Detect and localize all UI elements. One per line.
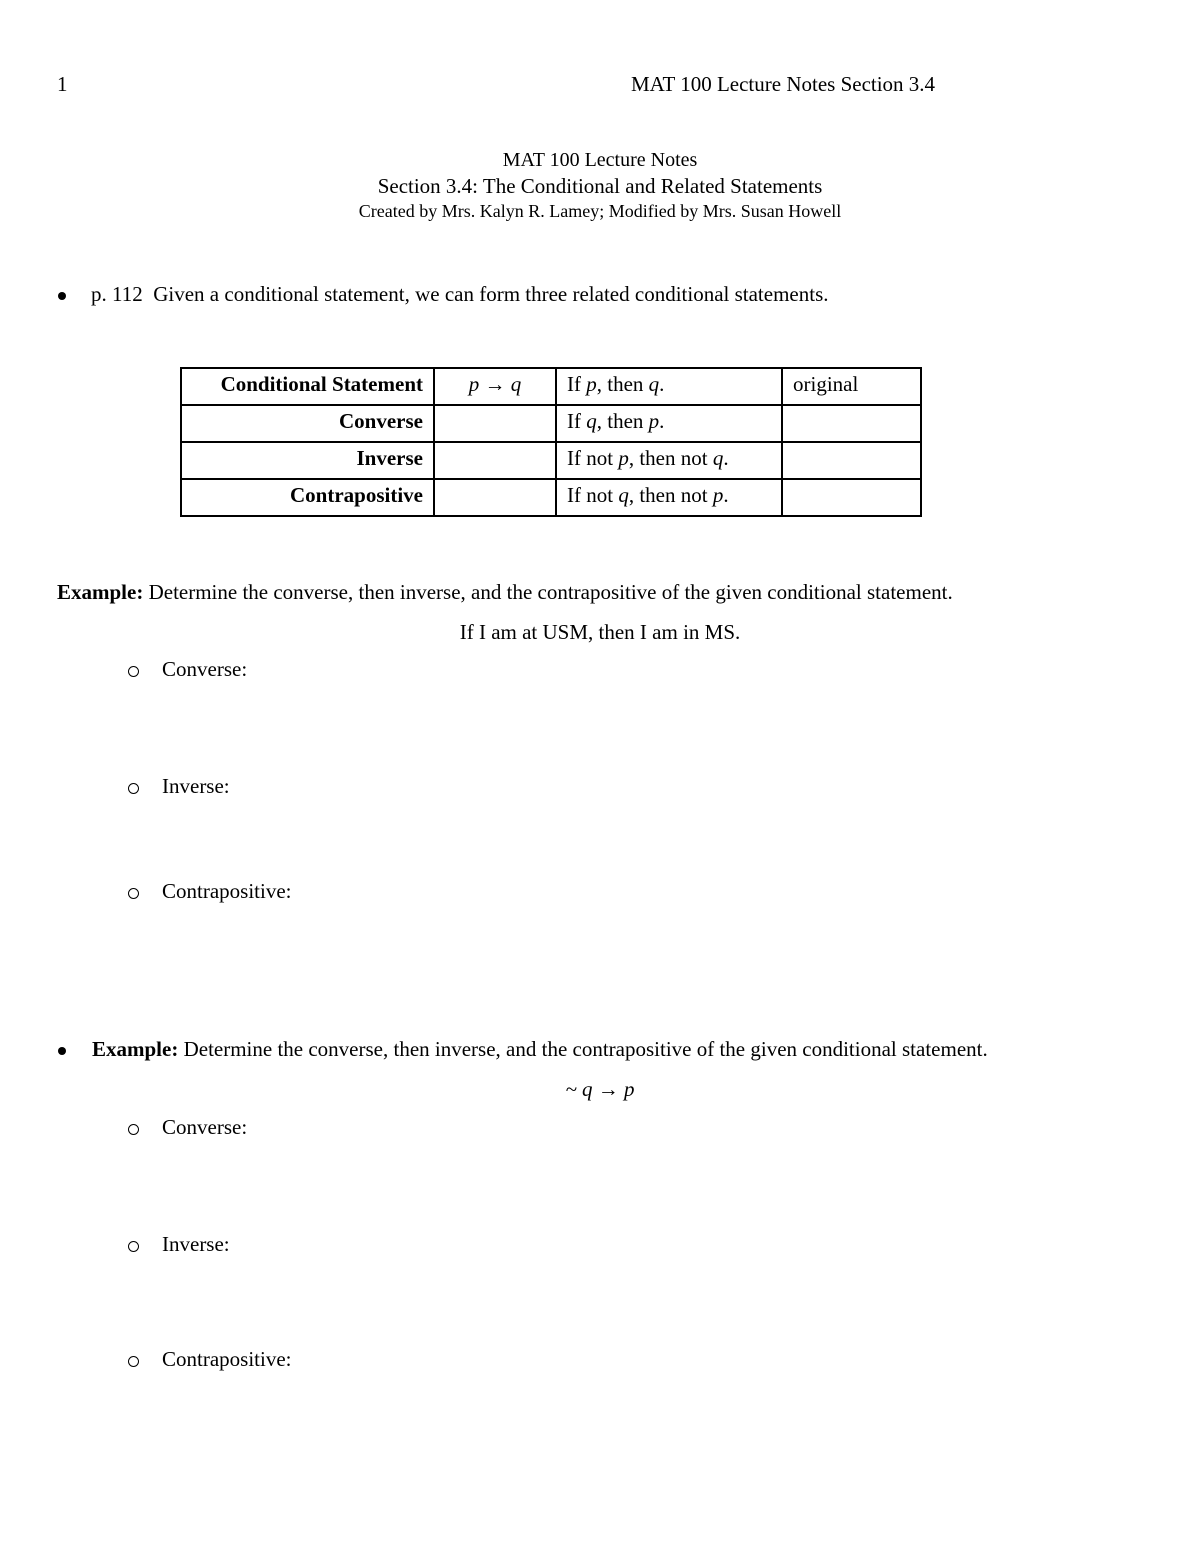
circle-bullet-icon bbox=[128, 666, 139, 677]
table-row bbox=[181, 479, 921, 516]
table-row bbox=[181, 368, 921, 405]
bullet-icon bbox=[58, 292, 66, 300]
page-reference: p. 112 bbox=[91, 282, 143, 306]
circle-bullet-icon bbox=[128, 1124, 139, 1135]
intro-text: Given a conditional statement, we can form three related conditional statements. bbox=[153, 282, 829, 306]
circle-bullet-icon bbox=[128, 783, 139, 794]
statement-note bbox=[782, 405, 921, 442]
intro-line bbox=[91, 282, 829, 307]
statement-name: Converse bbox=[181, 405, 434, 442]
statement-name: Inverse bbox=[181, 442, 434, 479]
circle-bullet-icon bbox=[128, 1241, 139, 1252]
table-row bbox=[181, 442, 921, 479]
section-title: Section 3.4: The Conditional and Related Statements bbox=[377, 174, 823, 198]
example-1-statement: If I am at USM, then I am in MS. bbox=[459, 620, 741, 644]
related-statements-table bbox=[180, 367, 922, 517]
running-header: MAT 100 Lecture Notes Section 3.4 bbox=[631, 72, 936, 96]
example-label: Example: bbox=[57, 580, 144, 604]
statement-symbol bbox=[434, 479, 556, 516]
example-2-converse-label: Converse: bbox=[162, 1115, 248, 1139]
table-row bbox=[181, 405, 921, 442]
example-1-inverse-label: Inverse: bbox=[162, 774, 230, 798]
doc-title: MAT 100 Lecture Notes bbox=[502, 149, 698, 171]
statement-symbol bbox=[434, 442, 556, 479]
example-2-contrapositive-label: Contrapositive: bbox=[162, 1347, 292, 1371]
statement-form: If q, then p. bbox=[556, 405, 782, 442]
statement-symbol bbox=[434, 405, 556, 442]
statement-name: Conditional Statement bbox=[181, 368, 434, 405]
statement-form: If not q, then not p. bbox=[556, 479, 782, 516]
example-1-converse-label: Converse: bbox=[162, 657, 248, 681]
author-line: Created by Mrs. Kalyn R. Lamey; Modified by Mrs. Susan Howell bbox=[358, 201, 842, 221]
statement-form: If p, then q. bbox=[556, 368, 782, 405]
bullet-icon bbox=[58, 1047, 66, 1055]
statement-note bbox=[782, 442, 921, 479]
statement-note bbox=[782, 479, 921, 516]
example-1-contrapositive-label: Contrapositive: bbox=[162, 879, 292, 903]
statement-note: original bbox=[782, 368, 921, 405]
example-text: Determine the converse, then inverse, and the contrapositive of the given conditional statement. bbox=[148, 580, 953, 604]
statement-symbol: p → q bbox=[434, 368, 556, 405]
example-2-statement: ~ q → p bbox=[565, 1077, 635, 1101]
example-2-inverse-label: Inverse: bbox=[162, 1232, 230, 1256]
statement-form: If not p, then not q. bbox=[556, 442, 782, 479]
circle-bullet-icon bbox=[128, 888, 139, 899]
example-2-prompt bbox=[92, 1037, 988, 1062]
example-label: Example: bbox=[92, 1037, 179, 1061]
page-number: 1 bbox=[57, 72, 68, 96]
statement-name: Contrapositive bbox=[181, 479, 434, 516]
example-1-prompt bbox=[57, 580, 953, 605]
circle-bullet-icon bbox=[128, 1356, 139, 1367]
example-text: Determine the converse, then inverse, and the contrapositive of the given conditional statement. bbox=[183, 1037, 988, 1061]
